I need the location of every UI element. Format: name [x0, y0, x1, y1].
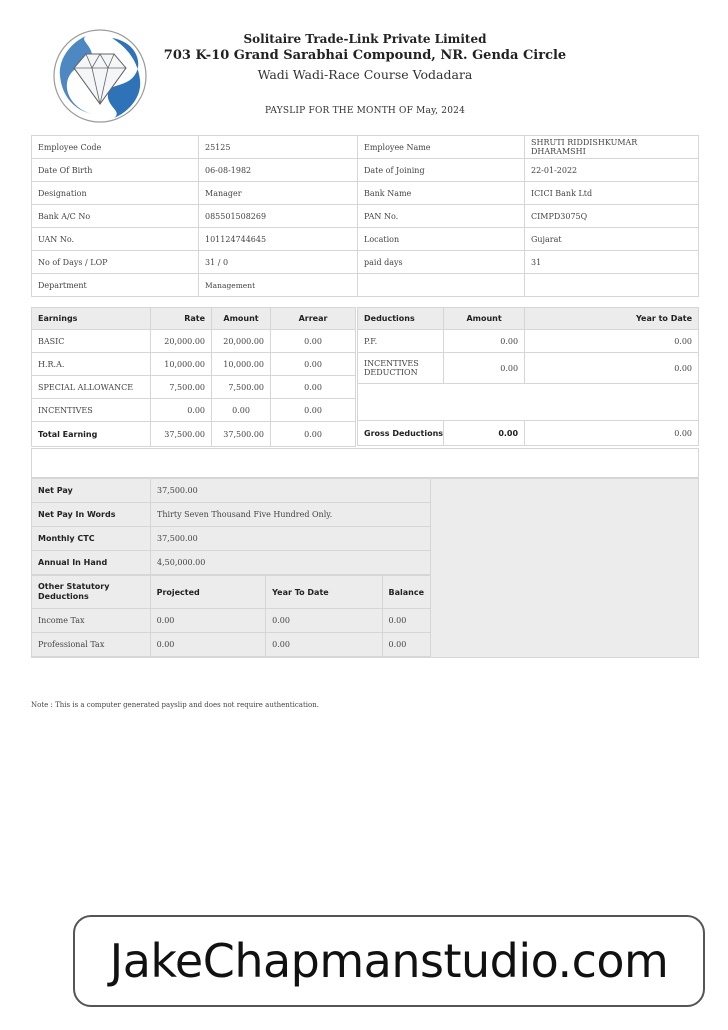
total-earning-label: Total Earning	[32, 422, 151, 447]
dob-value: 06-08-1982	[199, 159, 358, 182]
table-row	[32, 503, 431, 527]
company-address-line2: Wadi Wadi-Race Course Vodadara	[257, 67, 473, 82]
statutory-projected: 0.00	[150, 633, 266, 657]
earning-rate: 10,000.00	[151, 353, 212, 376]
pan-label: PAN No.	[358, 205, 525, 228]
payslip-title: PAYSLIP FOR THE MONTH OF May, 2024	[264, 106, 466, 116]
paid-days-label: paid days	[358, 251, 525, 274]
table-row	[32, 136, 699, 159]
deduction-ytd: 0.00	[525, 353, 699, 384]
earning-name: SPECIAL ALLOWANCE	[32, 376, 151, 399]
statutory-header: Other Statutory Deductions	[32, 576, 151, 609]
amount-header: Amount	[444, 308, 525, 330]
table-row	[32, 527, 431, 551]
annual-in-hand-value: 4,50,000.00	[151, 551, 431, 575]
statutory-balance: 0.00	[382, 609, 431, 633]
table-row	[32, 205, 699, 228]
table-row	[358, 330, 699, 353]
total-earning-amount: 37,500.00	[212, 422, 271, 447]
total-earning-rate: 37,500.00	[151, 422, 212, 447]
earning-amount: 0.00	[212, 399, 271, 422]
total-earning-arrear: 0.00	[271, 422, 356, 447]
monthly-ctc-value: 37,500.00	[151, 527, 431, 551]
uan-value: 101124744645	[199, 228, 358, 251]
empty-cell	[525, 274, 699, 297]
designation-label: Designation	[32, 182, 199, 205]
table-row	[32, 609, 431, 633]
bank-account-label: Bank A/C No	[32, 205, 199, 228]
table-row	[32, 633, 431, 657]
empty-cell	[358, 274, 525, 297]
gross-deductions-row	[358, 421, 699, 446]
company-logo	[52, 28, 148, 124]
table-header-row	[32, 308, 356, 330]
deduction-ytd: 0.00	[525, 330, 699, 353]
statutory-name: Professional Tax	[32, 633, 151, 657]
table-row	[32, 159, 699, 182]
doj-value: 22-01-2022	[525, 159, 699, 182]
arrear-header: Arrear	[271, 308, 356, 330]
balance-header: Balance	[382, 576, 431, 609]
ytd-header: Year To Date	[266, 576, 382, 609]
employee-name-value: SHRUTI RIDDISHKUMAR DHARAMSHI	[525, 136, 699, 159]
bank-account-value: 085501508269	[199, 205, 358, 228]
total-earning-row	[32, 422, 356, 447]
table-header-row	[358, 308, 699, 330]
table-row	[32, 274, 699, 297]
table-row	[358, 353, 699, 384]
gross-deductions-label: Gross Deductions	[358, 421, 444, 446]
statutory-deductions-table	[31, 575, 431, 657]
gross-deductions-ytd: 0.00	[525, 421, 699, 446]
net-pay-label: Net Pay	[32, 479, 151, 503]
employee-name-label: Employee Name	[358, 136, 525, 159]
deductions-header: Deductions	[358, 308, 444, 330]
table-row	[32, 551, 431, 575]
projected-header: Projected	[150, 576, 266, 609]
blank-row	[31, 448, 699, 478]
statutory-projected: 0.00	[150, 609, 266, 633]
empty-cell	[358, 384, 699, 421]
table-header-row	[32, 576, 431, 609]
earning-rate: 7,500.00	[151, 376, 212, 399]
deduction-amount: 0.00	[444, 353, 525, 384]
department-value: Management	[199, 274, 358, 297]
deductions-table	[357, 307, 699, 446]
earning-arrear: 0.00	[271, 399, 356, 422]
company-address-line1: 703 K-10 Grand Sarabhai Compound, NR. Genda Circle	[163, 48, 567, 63]
days-lop-value: 31 / 0	[199, 251, 358, 274]
earnings-header: Earnings	[32, 308, 151, 330]
earning-amount: 10,000.00	[212, 353, 271, 376]
deduction-amount: 0.00	[444, 330, 525, 353]
table-row	[358, 384, 699, 421]
amount-header: Amount	[212, 308, 271, 330]
earning-rate: 0.00	[151, 399, 212, 422]
net-pay-words-label: Net Pay In Words	[32, 503, 151, 527]
table-row	[32, 182, 699, 205]
deduction-name: P.F.	[358, 330, 444, 353]
location-label: Location	[358, 228, 525, 251]
bank-name-label: Bank Name	[358, 182, 525, 205]
gross-deductions-amount: 0.00	[444, 421, 525, 446]
deduction-name: INCENTIVES DEDUCTION	[358, 353, 444, 384]
location-value: Gujarat	[525, 228, 699, 251]
employee-code-value: 25125	[199, 136, 358, 159]
table-row	[32, 353, 356, 376]
statutory-balance: 0.00	[382, 633, 431, 657]
employee-details-table	[31, 135, 699, 297]
earnings-table	[31, 307, 356, 447]
company-name: Solitaire Trade-Link Private Limited	[243, 32, 487, 46]
earning-amount: 7,500.00	[212, 376, 271, 399]
statutory-name: Income Tax	[32, 609, 151, 633]
statutory-ytd: 0.00	[266, 609, 382, 633]
dob-label: Date Of Birth	[32, 159, 199, 182]
earning-name: H.R.A.	[32, 353, 151, 376]
earning-arrear: 0.00	[271, 353, 356, 376]
earning-name: BASIC	[32, 330, 151, 353]
footer-note: Note : This is a computer generated payslip and does not require authentication.	[31, 701, 319, 709]
monthly-ctc-label: Monthly CTC	[32, 527, 151, 551]
earning-rate: 20,000.00	[151, 330, 212, 353]
rate-header: Rate	[151, 308, 212, 330]
watermark-text: JakeChapmanstudio.com	[109, 934, 669, 988]
doj-label: Date of Joining	[358, 159, 525, 182]
watermark-banner	[73, 915, 705, 1007]
uan-label: UAN No.	[32, 228, 199, 251]
net-pay-words-value: Thirty Seven Thousand Five Hundred Only.	[151, 503, 431, 527]
table-row	[32, 399, 356, 422]
table-row	[32, 228, 699, 251]
department-label: Department	[32, 274, 199, 297]
table-row	[32, 251, 699, 274]
designation-value: Manager	[199, 182, 358, 205]
net-pay-value: 37,500.00	[151, 479, 431, 503]
earning-amount: 20,000.00	[212, 330, 271, 353]
net-pay-table	[31, 478, 431, 575]
earning-arrear: 0.00	[271, 376, 356, 399]
earning-name: INCENTIVES	[32, 399, 151, 422]
employee-code-label: Employee Code	[32, 136, 199, 159]
table-row	[32, 330, 356, 353]
paid-days-value: 31	[525, 251, 699, 274]
pan-value: CIMPD3075Q	[525, 205, 699, 228]
table-row	[32, 376, 356, 399]
statutory-ytd: 0.00	[266, 633, 382, 657]
earning-arrear: 0.00	[271, 330, 356, 353]
days-lop-label: No of Days / LOP	[32, 251, 199, 274]
diamond-s-logo-icon	[52, 28, 148, 124]
ytd-header: Year to Date	[525, 308, 699, 330]
annual-in-hand-label: Annual In Hand	[32, 551, 151, 575]
table-row	[32, 479, 431, 503]
bank-name-value: ICICI Bank Ltd	[525, 182, 699, 205]
